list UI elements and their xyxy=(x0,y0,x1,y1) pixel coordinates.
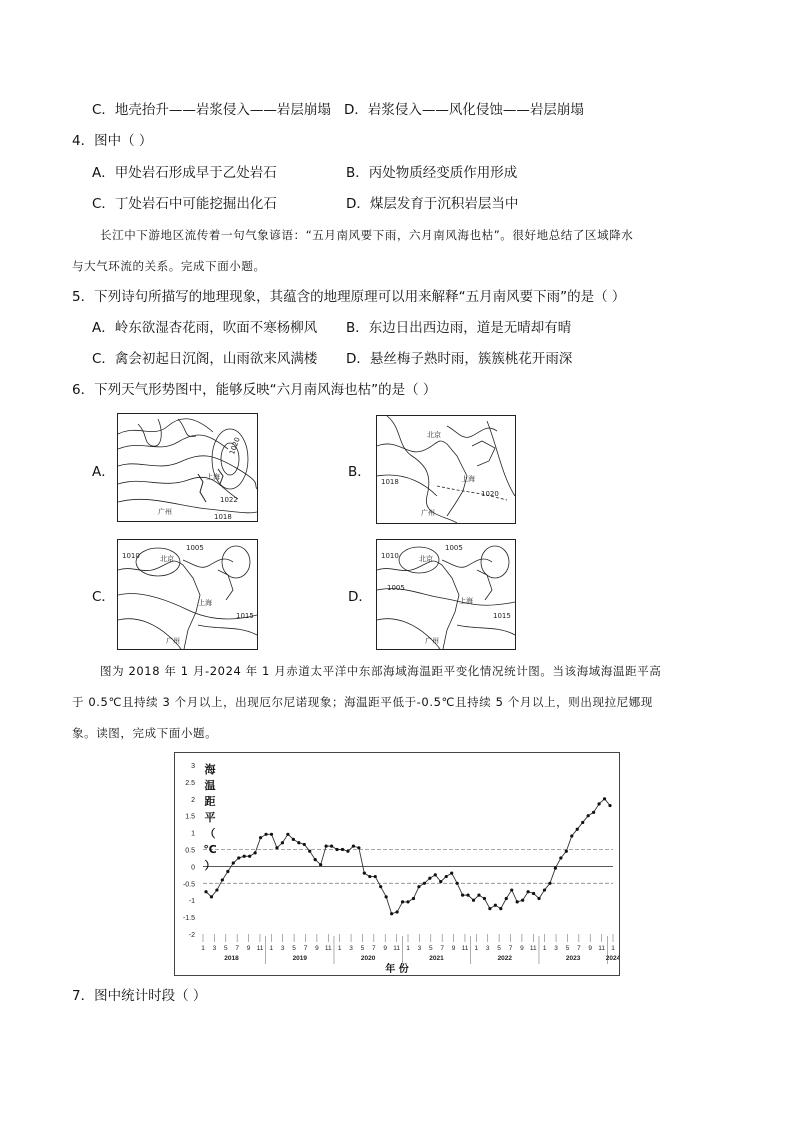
x-tick-label: 5 xyxy=(565,945,570,952)
sst-anomaly-chart-svg xyxy=(175,753,619,975)
year-label: 2022 xyxy=(497,955,513,962)
map-c-label: C． xyxy=(92,589,115,605)
map-a-guangzhou: 广州 xyxy=(158,508,172,516)
passage2-line2: 于 0.5℃且持续 3 个月以上，出现厄尔尼诺现象；海温距平低于-0.5℃且持续 5 个月以上，则出现拉尼娜现 xyxy=(72,695,653,709)
map-d-label: D． xyxy=(348,589,372,605)
y-axis-label-char: ℃ xyxy=(203,843,217,856)
data-point xyxy=(259,836,262,839)
data-point xyxy=(275,846,278,849)
x-tick-label: 3 xyxy=(485,945,490,952)
data-point xyxy=(439,880,442,883)
data-point xyxy=(368,875,371,878)
data-point xyxy=(248,855,251,858)
data-point xyxy=(319,863,322,866)
data-point xyxy=(292,838,295,841)
data-point xyxy=(204,890,207,893)
x-tick-label: 3 xyxy=(554,945,558,952)
map-b-isobar-1020: 1020 xyxy=(481,490,499,498)
data-point xyxy=(325,845,328,848)
year-label: 2023 xyxy=(565,955,581,962)
x-tick-label: 11 xyxy=(529,945,537,952)
data-point xyxy=(237,856,240,859)
data-point xyxy=(352,845,355,848)
y-tick-label: 0 xyxy=(191,864,195,872)
data-point xyxy=(395,910,398,913)
y-axis-label-char: ） xyxy=(204,859,216,872)
x-tick-label: 11 xyxy=(461,945,469,952)
x-tick-label: 9 xyxy=(383,945,388,952)
y-axis-label-char: 平 xyxy=(204,811,216,824)
q4-option-c: C．丁处岩石中可能挖掘出化石 xyxy=(92,196,277,212)
q4-stem: 4．图中（ ） xyxy=(72,133,153,149)
x-tick-label: 1 xyxy=(406,945,410,952)
map-a-isobar-1018: 1018 xyxy=(214,513,232,521)
x-tick-label: 1 xyxy=(201,945,205,952)
sst-anomaly-chart xyxy=(174,752,620,976)
x-tick-label: 7 xyxy=(577,945,581,952)
data-point xyxy=(412,897,415,900)
data-point xyxy=(286,833,289,836)
y-tick-label: 2.5 xyxy=(185,779,195,787)
data-point xyxy=(308,850,311,853)
data-point xyxy=(570,834,573,837)
data-point xyxy=(401,900,404,903)
map-c-isobar-1015: 1015 xyxy=(236,612,254,620)
y-axis-label-char: （ xyxy=(204,827,216,840)
weather-map-d xyxy=(376,539,516,650)
map-d-shanghai: 上海 xyxy=(459,597,473,605)
year-label: 2024 xyxy=(605,955,619,962)
x-tick-label: 3 xyxy=(212,945,217,952)
data-point xyxy=(505,897,508,900)
x-tick-label: 5 xyxy=(428,945,433,952)
data-point xyxy=(532,892,535,895)
passage1-line1: 长江中下游地区流传着一句气象谚语：“五月南风要下雨，六月南风海也枯”。很好地总结了区域降水 xyxy=(100,228,634,242)
x-tick-label: 1 xyxy=(337,945,342,952)
y-tick-label: -1 xyxy=(188,898,195,906)
x-tick-label: 1 xyxy=(542,945,547,952)
data-point xyxy=(597,802,600,805)
year-label: 2021 xyxy=(429,955,444,962)
data-point xyxy=(423,882,426,885)
data-point xyxy=(215,888,218,891)
data-point xyxy=(527,890,530,893)
y-tick-label: 1 xyxy=(191,830,195,838)
data-point xyxy=(264,833,267,836)
x-tick-label: 9 xyxy=(520,945,524,952)
map-a-label: A． xyxy=(92,464,115,480)
map-d-isobar-1005-top: 1005 xyxy=(445,544,463,552)
year-label: 2018 xyxy=(224,955,239,962)
x-tick-label: 3 xyxy=(280,945,285,952)
map-c-beijing: 北京 xyxy=(160,555,174,563)
data-point xyxy=(379,885,382,888)
x-tick-label: 1 xyxy=(611,945,615,952)
map-b-label: B． xyxy=(348,464,371,480)
data-point xyxy=(521,899,524,902)
weather-map-b xyxy=(376,415,516,524)
data-point xyxy=(516,900,519,903)
data-point xyxy=(346,850,349,853)
q4-option-d: D．煤层发育于沉积岩层当中 xyxy=(346,196,519,212)
data-point xyxy=(330,845,333,848)
map-b-guangzhou: 广州 xyxy=(421,509,435,517)
y-tick-label: -2 xyxy=(188,932,195,939)
data-point xyxy=(434,873,437,876)
data-point xyxy=(608,804,611,807)
data-point xyxy=(494,904,497,907)
data-point xyxy=(581,821,584,824)
x-tick-label: 9 xyxy=(246,945,251,952)
q4-option-b: B．丙处物质经变质作用形成 xyxy=(346,165,518,181)
map-b-isobar-1018: 1018 xyxy=(381,478,399,486)
data-point xyxy=(270,833,273,836)
q4-option-a: A．甲处岩石形成早于乙处岩石 xyxy=(92,165,277,181)
data-point xyxy=(390,912,393,915)
data-point xyxy=(341,848,344,851)
q3-option-d: D．岩浆侵入——风化侵蚀——岩层崩塌 xyxy=(344,102,584,118)
data-point xyxy=(603,797,606,800)
x-tick-label: 11 xyxy=(393,945,400,952)
map-a-shanghai: 上海 xyxy=(206,473,220,481)
data-point xyxy=(592,811,595,814)
data-point xyxy=(466,894,469,897)
x-axis-label: 年 份 xyxy=(385,964,409,975)
data-point xyxy=(385,895,388,898)
x-tick-label: 11 xyxy=(598,945,605,952)
y-axis-label-char: 距 xyxy=(204,795,216,808)
data-point xyxy=(548,882,551,885)
data-point xyxy=(226,870,229,873)
x-tick-label: 5 xyxy=(223,945,228,952)
y-tick-label: -0.5 xyxy=(182,881,195,889)
passage2-line1: 图为 2018 年 1 月-2024 年 1 月赤道太平洋中东部海域海温距平变化情况统计图。当该海域海温距平高 xyxy=(100,664,662,678)
x-tick-label: 7 xyxy=(440,945,444,952)
y-tick-label: -1.5 xyxy=(182,915,195,923)
q3-option-c: C．地壳抬升——岩浆侵入——岩层崩塌 xyxy=(92,102,331,118)
data-point xyxy=(406,900,409,903)
data-point xyxy=(537,897,540,900)
y-tick-label: 1.5 xyxy=(185,813,195,821)
data-point xyxy=(314,858,317,861)
map-a-drawing xyxy=(118,414,257,521)
map-c-isobar-1005: 1005 xyxy=(186,544,204,552)
y-tick-label: 3 xyxy=(191,763,195,770)
map-a-isobar-1020: 1020 xyxy=(228,436,242,456)
data-point xyxy=(488,907,491,910)
data-point xyxy=(428,877,431,880)
q5-option-c: C．禽会初起日沉阁，山雨欲来风满楼 xyxy=(92,351,318,367)
map-c-isobar-1010: 1010 xyxy=(122,552,140,560)
x-tick-label: 7 xyxy=(372,945,376,952)
year-label: 2019 xyxy=(292,955,308,962)
data-point xyxy=(450,872,453,875)
data-point xyxy=(281,841,284,844)
passage2-line3: 象。读图，完成下面小题。 xyxy=(72,726,218,740)
passage1-line2: 与大气环流的关系。完成下面小题。 xyxy=(72,259,266,273)
data-point xyxy=(477,894,480,897)
x-tick-label: 7 xyxy=(235,945,239,952)
data-point xyxy=(417,885,420,888)
data-point xyxy=(254,851,257,854)
data-point xyxy=(221,878,224,881)
data-point xyxy=(335,848,338,851)
map-b-shanghai: 上海 xyxy=(461,475,475,483)
map-a-isobar-1022: 1022 xyxy=(220,496,238,504)
q6-stem: 6．下列天气形势图中，能够反映“六月南风海也枯”的是（ ） xyxy=(72,382,437,398)
map-c-shanghai: 上海 xyxy=(198,599,212,607)
x-tick-label: 3 xyxy=(417,945,422,952)
data-point xyxy=(232,861,235,864)
year-label: 2020 xyxy=(360,955,376,962)
q5-option-d: D．悬丝梅子熟时雨，簇簇桃花开雨深 xyxy=(346,351,573,367)
data-point xyxy=(554,866,557,869)
data-point xyxy=(543,888,546,891)
x-tick-label: 1 xyxy=(269,945,274,952)
data-point xyxy=(472,899,475,902)
map-d-isobar-1005-left: 1005 xyxy=(387,584,405,592)
q7-stem: 7．图中统计时段（ ） xyxy=(72,988,207,1004)
data-point xyxy=(445,875,448,878)
map-d-isobar-1010: 1010 xyxy=(381,552,399,560)
map-d-beijing: 北京 xyxy=(419,555,433,563)
data-point xyxy=(303,843,306,846)
data-point xyxy=(483,897,486,900)
x-tick-label: 7 xyxy=(508,945,513,952)
x-tick-label: 9 xyxy=(588,945,593,952)
weather-map-c xyxy=(117,539,258,650)
q5-option-a: A．岭东欲湿杏花雨，吹面不寒杨柳风 xyxy=(92,320,318,336)
y-axis-label-char: 温 xyxy=(204,779,216,792)
x-tick-label: 11 xyxy=(256,945,264,952)
map-d-guangzhou: 广州 xyxy=(425,637,439,645)
data-point xyxy=(461,894,464,897)
weather-map-a xyxy=(117,413,258,522)
y-tick-label: 0.5 xyxy=(185,847,195,855)
x-tick-label: 5 xyxy=(292,945,296,952)
x-tick-label: 9 xyxy=(315,945,319,952)
data-point xyxy=(210,895,213,898)
data-point xyxy=(363,872,366,875)
data-point xyxy=(456,882,459,885)
x-tick-label: 11 xyxy=(324,945,332,952)
map-b-drawing xyxy=(377,416,515,523)
x-tick-label: 7 xyxy=(303,945,308,952)
data-point xyxy=(576,828,579,831)
x-tick-label: 3 xyxy=(349,945,353,952)
x-tick-label: 1 xyxy=(474,945,479,952)
data-point xyxy=(559,856,562,859)
series-line xyxy=(206,799,610,914)
data-point xyxy=(565,850,568,853)
map-c-guangzhou: 广州 xyxy=(166,637,180,645)
q5-option-b: B．东边日出西边雨，道是无晴却有晴 xyxy=(346,320,572,336)
map-b-beijing: 北京 xyxy=(427,431,441,439)
x-tick-label: 5 xyxy=(497,945,501,952)
map-d-isobar-1015: 1015 xyxy=(493,612,511,620)
data-point xyxy=(297,841,300,844)
x-tick-label: 9 xyxy=(451,945,456,952)
q5-stem: 5．下列诗句所描写的地理现象，其蕴含的地理原理可以用来解释“五月南风要下雨”的是（ ） xyxy=(72,289,626,305)
data-point xyxy=(499,907,502,910)
data-point xyxy=(374,875,377,878)
y-axis-label-char: 海 xyxy=(204,763,216,776)
x-tick-label: 5 xyxy=(360,945,365,952)
y-tick-label: 2 xyxy=(191,796,195,804)
data-point xyxy=(510,888,513,891)
data-point xyxy=(243,855,246,858)
data-point xyxy=(587,814,590,817)
data-point xyxy=(357,846,360,849)
